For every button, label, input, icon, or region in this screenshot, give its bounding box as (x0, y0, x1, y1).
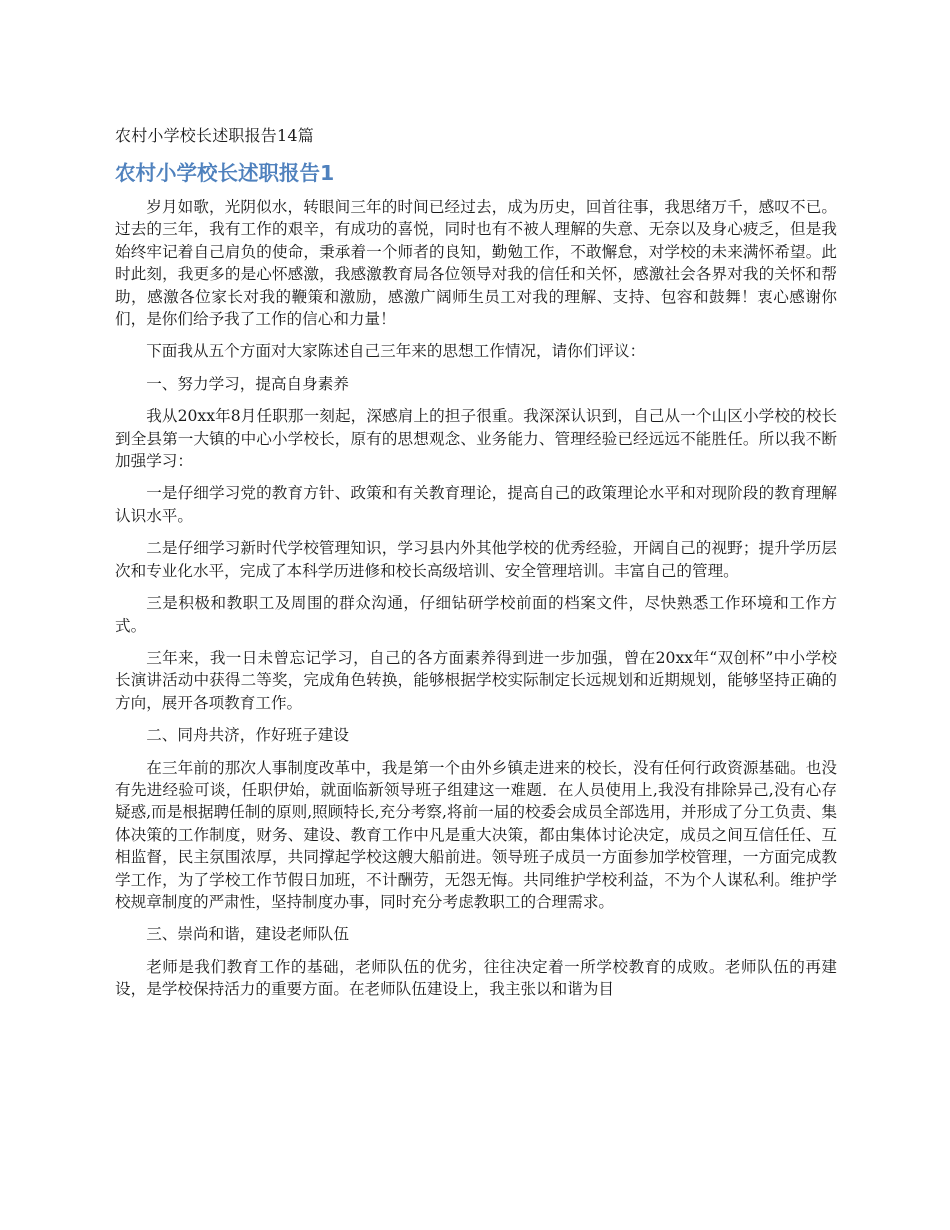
paragraph: 岁月如歌，光阴似水，转眼间三年的时间已经过去，成为历史，回首往事，我思绪万千，感叹不已。过去的三年，我有工作的艰辛，有成功的喜悦，同时也有不被人理解的失意、无奈以及身心疲乏，但是我始终牢记着自己肩负的使命，秉承着一个师者的良知，勤勉工作，不敢懈怠，对学校的未来满怀希望。此时此刻，我更多的是心怀感激，我感激教育局各位领导对我的信任和关怀，感激社会各界对我的关怀和帮助，感激各位家长对我的鞭策和激励，感激广阔师生员工对我的理解、支持、包容和鼓舞！衷心感谢你们，是你们给予我了工作的信心和力量！ (115, 198, 837, 329)
subsection-heading: 二、同舟共济，作好班子建设 (146, 726, 349, 745)
subsection-heading: 三、崇尚和谐，建设老师队伍 (146, 925, 349, 944)
paragraph: 二是仔细学习新时代学校管理知识，学习县内外其他学校的优秀经验，开阔自己的视野；提升学历层次和专业化水平，完成了本科学历进修和校长高级培训、安全管理培训。丰富自己的管理。 (115, 539, 837, 580)
document-title: 农村小学校长述职报告14篇 (115, 126, 314, 145)
paragraph: 下面我从五个方面对大家陈述自己三年来的思想工作情况，请你们评议： (146, 342, 646, 361)
paragraph: 老师是我们教育工作的基础，老师队伍的优劣，往往决定着一所学校教育的成败。老师队伍的再建设，是学校保持活力的重要方面。在老师队伍建设上，我主张以和谐为目 (115, 957, 837, 999)
document-body (115, 196, 837, 1001)
paragraph: 在三年前的那次人事制度改革中，我是第一个由外乡镇走进来的校长，没有任何行政资源基础。也没有先进经验可谈，任职伊始，就面临新领导班子组建这一难题．在人员使用上,我没有排除异己,没有心存疑惑,而是根据聘任制的原则,照顾特长,充分考察,将前一届的校委会成员全部选用，并形成了分工负责、集体决策的工作制度，财务、建设、教育工作中凡是重大决策，都由集体讨论决定，成员之间互信任任、互相监督，民主氛围浓厚，共同撑起学校这艘大船前进。领导班子成员一方面参加学校管理，一方面完成教学工作，为了学校工作节假日加班，不计酬劳，无怨无悔。共同维护学校利益，不为个人谋私利。维护学校规章制度的严肃性，坚持制度办事，同时充分考虑教职工的合理需求。 (115, 758, 837, 911)
section-heading: 农村小学校长述职报告1 (115, 161, 335, 185)
paragraph: 三是积极和教职工及周围的群众沟通，仔细钻研学校前面的档案文件，尽快熟悉工作环境和工作方式。 (115, 594, 837, 635)
paragraph: 一是仔细学习党的教育方针、政策和有关教育理论，提高自己的政策理论水平和对现阶段的教育理解认识水平。 (115, 484, 837, 525)
document-page (115, 122, 837, 1011)
paragraph: 三年来，我一日未曾忘记学习，自己的各方面素养得到进一步加强，曾在20xx年“双创杯”中小学校长演讲活动中获得二等奖，完成角色转换，能够根据学校实际制定长远规划和近期规划，能够坚持正确的方向，展开各项教育工作。 (115, 648, 837, 712)
subsection-heading: 一、努力学习，提高自身素养 (146, 374, 349, 393)
paragraph: 我从20xx年8月任职那一刻起，深感肩上的担子很重。我深深认识到，自己从一个山区小学校的校长到全县第一大镇的中心小学校长，原有的思想观念、业务能力、管理经验已经远远不能胜任。所以我不断加强学习： (115, 407, 837, 471)
